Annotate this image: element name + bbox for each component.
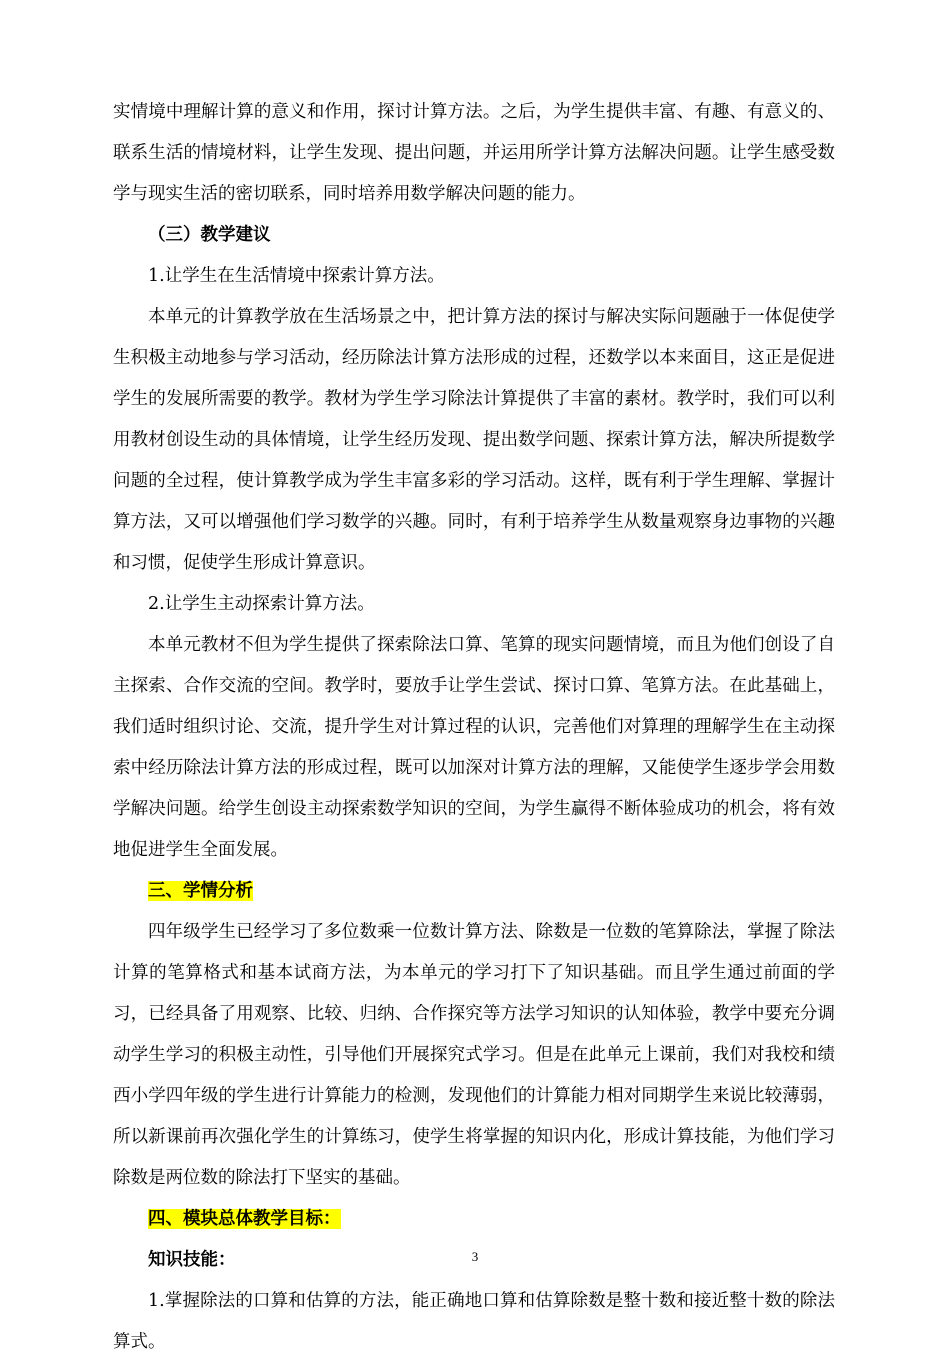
page-content: [113, 92, 835, 1363]
paragraph-learning-analysis-body: 四年级学生已经学习了多位数乘一位数计算方法、除数是一位数的笔算除法，掌握了除法计算的笔算格式和基本试商方法，为本单元的学习打下了知识基础。而且学生通过前面的学习，已经具备了用观察、比较、归纳、合作探究等方法学习知识的认知体验，教学中要充分调动学生学习的积极主动性，引导他们开展探究式学习。但是在此单元上课前，我们对我校和绩西小学四年级的学生进行计算能力的检测，发现他们的计算能力相对同期学生来说比较薄弱，所以新课前再次强化学生的计算练习，使学生将掌握的知识内化，形成计算技能，为他们学习除数是两位数的除法打下坚实的基础。: [113, 922, 835, 1188]
heading-module-goals: [113, 1199, 835, 1240]
paragraph-intro-continued: 实情境中理解计算的意义和作用，探讨计算方法。之后，为学生提供丰富、有趣、有意义的、联系生活的情境材料，让学生发现、提出问题，并运用所学计算方法解决问题。让学生感受数学与现实生活的密切联系，同时培养用数学解决问题的能力。: [113, 102, 835, 204]
paragraph-suggestion-2-body: 本单元教材不但为学生提供了探索除法口算、笔算的现实问题情境，而且为他们创设了自主探索、合作交流的空间。教学时，要放手让学生尝试、探讨口算、笔算方法。在此基础上，我们适时组织讨论、交流，提升学生对计算过程的认识，完善他们对算理的理解学生在主动探索中经历除法计算方法的形成过程，既可以加深对计算方法的理解，又能使学生逐步学会用数学解决问题。给学生创设主动探索数学知识的空间，为学生赢得不断体验成功的机会，将有效地促进学生全面发展。: [113, 635, 835, 860]
heading-text: （三）教学建议: [148, 225, 271, 245]
heading-text: 知识技能：: [148, 1250, 236, 1270]
page-number: 3: [471, 1249, 479, 1264]
paragraph-goal-1: 1.掌握除法的口算和估算的方法，能正确地口算和估算除数是整十数和接近整十数的除法算式。: [113, 1291, 835, 1352]
heading-teaching-suggestions: [113, 215, 835, 256]
heading-learning-analysis: [113, 871, 835, 912]
paragraph-suggestion-1: 1.让学生在生活情境中探索计算方法。: [148, 266, 445, 286]
paragraph-suggestion-1-body: 本单元的计算教学放在生活场景之中，把计算方法的探讨与解决实际问题融于一体促使学生积极主动地参与学习活动，经历除法计算方法形成的过程，还数学以本来面目，这正是促进学生的发展所需要的教学。教材为学生学习除法计算提供了丰富的素材。教学时，我们可以利用教材创设生动的具体情境，让学生经历发现、提出数学问题、探索计算方法，解决所提数学问题的全过程，使计算教学成为学生丰富多彩的学习活动。这样，既有利于学生理解、掌握计算方法，又可以增强他们学习数学的兴趣。同时，有利于培养学生从数量观察身边事物的兴趣和习惯，促使学生形成计算意识。: [113, 307, 835, 573]
highlighted-heading-text: 四、模块总体教学目标：: [148, 1209, 341, 1229]
highlighted-heading-text: 三、学情分析: [148, 881, 253, 901]
paragraph-suggestion-2: 2.让学生主动探索计算方法。: [148, 594, 375, 614]
